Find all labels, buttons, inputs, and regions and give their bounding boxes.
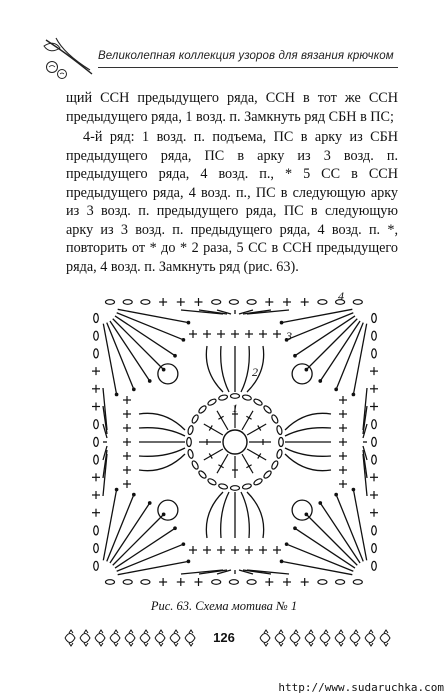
center-ring: [223, 430, 247, 454]
watermark-url: http://www.sudaruchka.com: [278, 681, 444, 694]
crochet-hook-logo-icon: [40, 34, 100, 80]
crochet-motif-diagram: [80, 288, 390, 596]
paragraph-row-4: [66, 128, 398, 276]
header-divider: [98, 67, 398, 68]
row-label-3: 3: [286, 329, 292, 343]
row-label-4: 4: [338, 289, 344, 303]
page-number: 126: [202, 630, 246, 645]
header-title: Великолепная коллекция узоров для вязания крючком: [98, 50, 394, 62]
row-label-1: 1: [232, 401, 238, 415]
page-header: [0, 0, 448, 90]
row-4-text: 1 возд. п. подъема, ПС в арку из СБН предыдущего ряда, ПС в арку из 3 возд. п. предыдущего ряда, 4 возд. п., * 5 СС в ССН предыдущего ряда, 4 возд. п., ПС в следующую арку из 3 возд. п. предыдущего ряда, ПС в следующую арку из 3 возд. п. предыдущего ряда, 4 возд. п. *, повторить от * до * 2 раза, 5 СС в ССН предыдущего ряда, 4 возд. п. Замкнуть ряд (рис. 63).: [66, 129, 398, 275]
figure-caption: Рис. 63. Схема мотива № 1: [150, 599, 298, 613]
row-label-2: 2: [252, 365, 258, 379]
body-text: [66, 89, 398, 276]
row-4-label: 4-й ряд:: [83, 129, 135, 145]
paragraph-continued: щий ССН предыдущего ряда, ССН в тот же ССН предыдущего ряда, 1 возд. п. Замкнуть ряд СБН в ПС;: [66, 90, 398, 125]
